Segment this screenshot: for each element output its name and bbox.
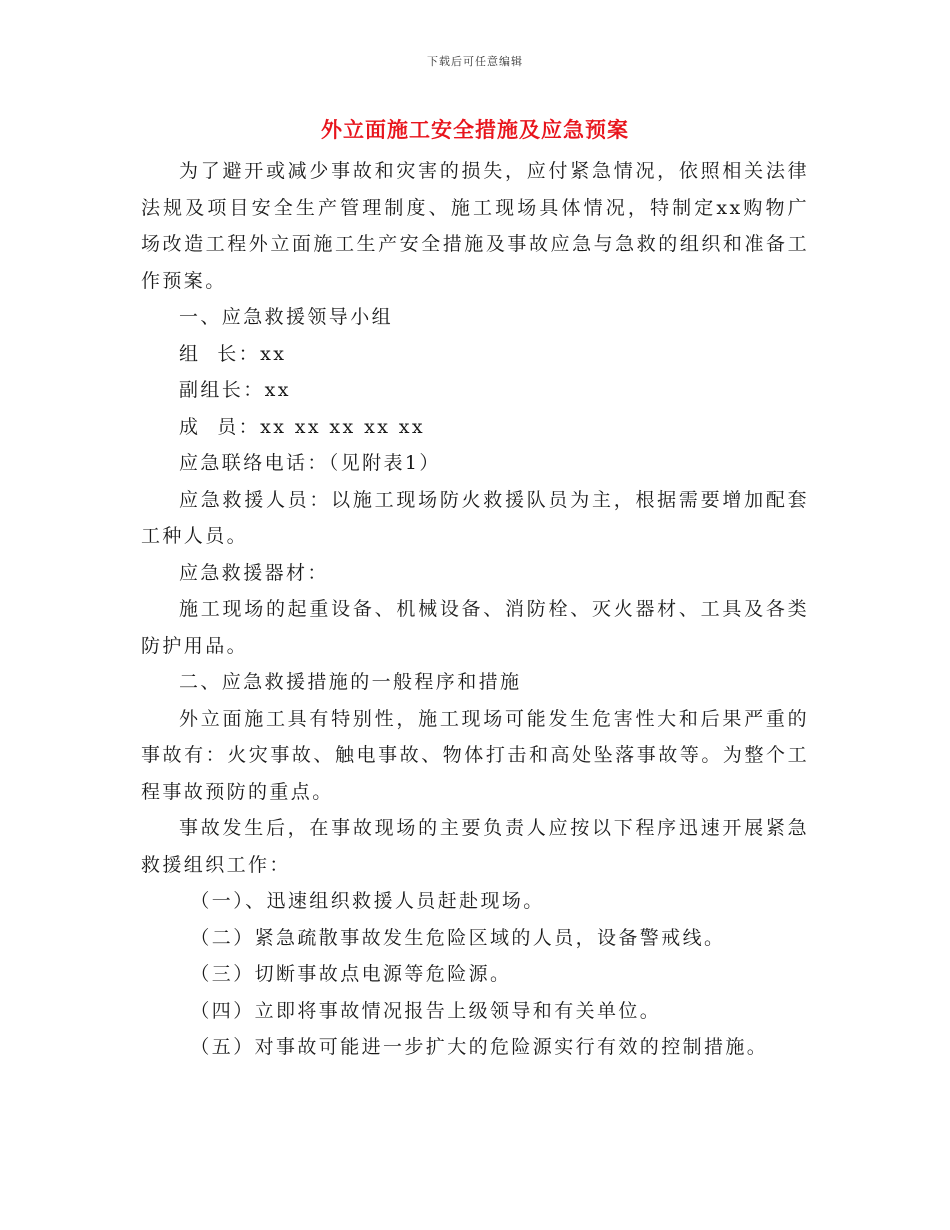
procedure-step-3: （三）切断事故点电源等危险源。	[190, 963, 512, 985]
rescue-equipment-paragraph: 施工现场的起重设备、机械设备、消防栓、灭火器材、工具及各类防护用品。	[141, 598, 809, 657]
contact-phone-line: 应急联络电话：（见附表1）	[179, 452, 441, 474]
rescue-equipment-label: 应急救援器材：	[179, 561, 329, 584]
section-heading-leadership: 一、应急救援领导小组	[179, 306, 394, 328]
deputy-leader-line: 副组长：xx	[179, 379, 291, 401]
procedure-step-1: （一）、迅速组织救援人员赶赴现场。	[190, 890, 545, 912]
members-line: 成 员：xx xx xx xx xx	[179, 415, 425, 438]
rescue-personnel-paragraph: 应急救援人员：以施工现场防火救援队员为主，根据需要增加配套工种人员。	[141, 488, 809, 547]
document-title: 外立面施工安全措施及应急预案	[321, 117, 629, 142]
header-note: 下载后可任意编辑	[427, 55, 523, 68]
procedure-step-4: （四）立即将事故情况报告上级领导和有关单位。	[190, 999, 662, 1022]
procedure-step-2: （二）紧急疏散事故发生危险区域的人员，设备警戒线。	[190, 926, 726, 949]
section-heading-procedures: 二、应急救援措施的一般程序和措施	[179, 671, 522, 693]
hazard-paragraph: 外立面施工具有特别性，施工现场可能发生危害性大和后果严重的事故有：火灾事故、触电事故、物体打击和高处坠落事故等。为整个工程事故预防的重点。	[141, 707, 809, 803]
procedure-step-5: （五）对事故可能进一步扩大的危险源实行有效的控制措施。	[190, 1036, 769, 1058]
document-body	[141, 153, 809, 1066]
paragraph-intro: 为了避开或减少事故和灾害的损失，应付紧急情况，依照相关法律法规及项目安全生产管理制度、施工现场具体情况，特制定xx购物广场改造工程外立面施工生产安全措施及事故应急与急救的组织和准备工作预案。	[141, 160, 809, 292]
procedure-intro-paragraph: 事故发生后，在事故现场的主要负责人应按以下程序迅速开展紧急救援组织工作：	[141, 817, 809, 876]
leader-line: 组 长：xx	[179, 342, 287, 365]
